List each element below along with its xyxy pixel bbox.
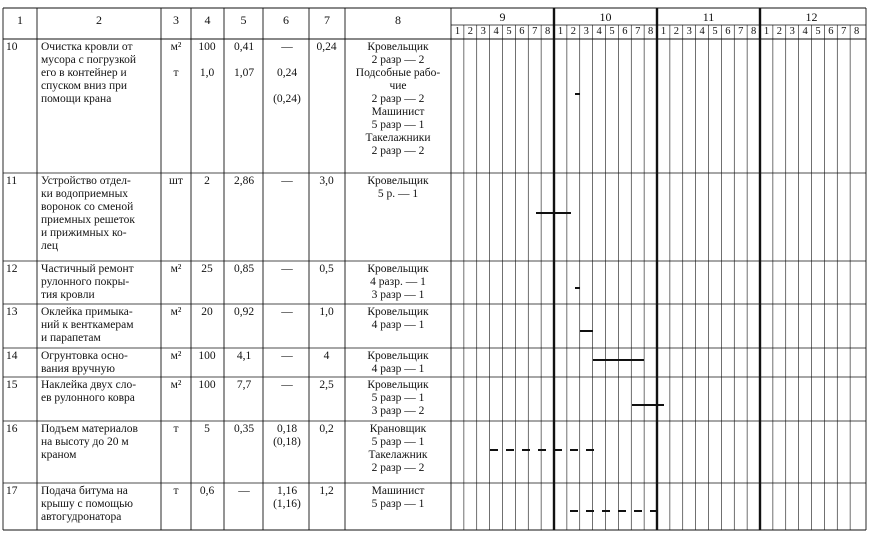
labor-total	[310, 41, 343, 54]
gantt-dash-row-16	[522, 449, 530, 451]
day-header: 12	[805, 11, 818, 24]
row-number: 17	[6, 485, 18, 497]
unit-line: т	[173, 423, 179, 435]
quantity-line	[192, 54, 222, 67]
gantt-dash-row-17	[650, 510, 658, 512]
work-name-line: его в контейнер и	[41, 67, 127, 79]
work-name	[41, 350, 159, 376]
crew-line: 2 разр — 2	[371, 93, 425, 105]
work-name-line: Подача битума на	[41, 485, 128, 497]
crew-line: Крановщик	[369, 423, 427, 435]
row-number: 10	[6, 41, 18, 53]
day-header: 9	[499, 11, 506, 24]
work-name-line: краном	[41, 449, 77, 461]
crew-line: 3 разр — 2	[371, 405, 425, 417]
labor-norm	[226, 175, 262, 188]
gantt-dash-row-16	[570, 449, 578, 451]
work-name-line: вания вручную	[41, 363, 115, 375]
hour-header: 8	[750, 26, 757, 37]
crew-line: Машинист	[371, 106, 425, 118]
quantity-line: 5	[204, 423, 210, 435]
crew	[346, 423, 450, 475]
unit	[162, 350, 190, 363]
labor-total-line: 3,0	[319, 175, 334, 187]
machine-time-line: —	[281, 350, 293, 362]
machine-time	[265, 485, 309, 511]
work-name-line: Устройство отдел-	[41, 175, 131, 187]
gantt-bar-row-14	[593, 359, 644, 361]
work-name-line: тия кровли	[41, 289, 95, 301]
crew-line: Кровельщик	[367, 350, 429, 362]
unit	[162, 306, 190, 319]
machine-time	[265, 423, 309, 449]
crew-line: 2 разр — 2	[371, 462, 425, 474]
labor-total	[310, 263, 343, 276]
labor-norm-line: 0,35	[233, 423, 255, 435]
hour-header: 7	[532, 26, 538, 37]
hour-header: 2	[570, 26, 576, 37]
column-header: 6	[283, 14, 289, 27]
labor-norm	[226, 306, 262, 319]
unit-line: м²	[170, 350, 182, 362]
machine-time	[265, 350, 309, 363]
row-number: 11	[6, 175, 18, 187]
quantity	[192, 350, 222, 363]
column-header: 2	[96, 14, 102, 27]
crew	[346, 350, 450, 376]
crew-line: 5 разр — 1	[371, 119, 425, 131]
labor-norm-line: 7,7	[236, 379, 252, 391]
gantt-dash-row-17	[618, 510, 626, 512]
gantt-bar-row-10	[575, 93, 580, 95]
machine-time-line: (0,24)	[273, 93, 301, 105]
work-name-line: ев рулонного ковра	[41, 392, 135, 404]
machine-time-line	[265, 54, 309, 67]
work-name	[41, 379, 159, 405]
work-name-line: мусора с погрузкой	[41, 54, 137, 66]
labor-total	[310, 306, 343, 319]
crew-line: 4 разр — 1	[371, 363, 425, 375]
crew-line: Подсобные рабо-	[355, 67, 441, 79]
crew	[346, 263, 450, 302]
work-name	[41, 485, 159, 524]
work-name	[41, 263, 159, 302]
hour-header: 5	[815, 26, 821, 37]
hour-header: 4	[699, 26, 705, 37]
labor-norm-line: 0,85	[233, 263, 255, 275]
unit	[162, 379, 190, 392]
hour-header: 1	[454, 26, 461, 37]
hour-header: 1	[763, 26, 770, 37]
work-name-line: Наклейка двух сло-	[41, 379, 137, 391]
row-number: 14	[6, 350, 18, 362]
work-name-line: крышу с помощью	[41, 498, 133, 510]
hour-header: 5	[609, 26, 615, 37]
column-header: 8	[395, 14, 401, 27]
work-name-line: Частичный ремонт	[41, 263, 134, 275]
work-name-line: воронок со сменой	[41, 201, 134, 213]
row-number: 15	[6, 379, 18, 391]
work-name-line: приемных решеток	[41, 214, 135, 226]
work-name-line: Оклейка примыка-	[41, 306, 133, 318]
crew-line: Кровельщик	[367, 306, 429, 318]
gantt-bar-row-12	[575, 287, 580, 289]
column-header: 7	[324, 14, 330, 27]
hour-header: 2	[673, 26, 679, 37]
machine-time-line: —	[281, 41, 293, 53]
quantity-line: 0,6	[199, 485, 215, 497]
labor-norm	[226, 423, 262, 436]
quantity-line: 25	[201, 263, 213, 275]
work-name-line: Очистка кровли от	[41, 41, 133, 53]
quantity	[192, 41, 222, 80]
labor-norm	[226, 350, 262, 363]
work-name-line: лец	[41, 240, 58, 252]
hour-header: 5	[506, 26, 512, 37]
unit-line: м²	[170, 379, 182, 391]
gantt-dash-row-16	[538, 449, 546, 451]
column-header: 1	[17, 14, 23, 27]
crew-line: Такелажники	[365, 132, 431, 144]
crew-line: 5 разр — 1	[371, 498, 425, 510]
unit-line: т	[173, 485, 179, 497]
labor-total-line: 2,5	[319, 379, 334, 391]
labor-total-line: 4	[323, 350, 330, 362]
quantity	[192, 423, 222, 436]
column-header: 4	[204, 14, 211, 27]
work-name-line: и прижимных ко-	[41, 227, 127, 239]
row-number: 16	[6, 423, 18, 435]
work-name-line: ки водоприемных	[41, 188, 129, 200]
hour-header: 7	[635, 26, 641, 37]
hour-header: 1	[660, 26, 667, 37]
gantt-bar-row-13	[580, 330, 593, 332]
machine-time-line: 1,16	[276, 485, 298, 497]
crew-line: 5 разр — 1	[371, 436, 425, 448]
work-name-line: рулонного покры-	[41, 276, 130, 288]
machine-time-line: 0,24	[276, 67, 298, 79]
unit	[162, 423, 190, 436]
crew-line: чие	[389, 80, 407, 92]
labor-total	[310, 175, 343, 188]
labor-total	[310, 350, 343, 363]
unit	[162, 263, 190, 276]
crew	[346, 485, 450, 511]
machine-time-line: 0,18	[276, 423, 298, 435]
work-name-line: спуском вниз при	[41, 80, 128, 92]
gantt-dash-row-17	[634, 510, 642, 512]
crew	[346, 306, 450, 332]
work-name	[41, 306, 159, 345]
hour-header: 6	[622, 26, 628, 37]
crew	[346, 175, 450, 201]
labor-norm	[226, 485, 262, 498]
labor-norm-line: 2,86	[233, 175, 255, 187]
gantt-bar-row-11	[536, 212, 571, 214]
hour-header: 1	[557, 26, 564, 37]
quantity-line: 100	[198, 350, 216, 362]
machine-time-line: —	[281, 379, 293, 391]
gantt-dash-row-16	[506, 449, 514, 451]
quantity-line: 2	[204, 175, 210, 187]
work-name	[41, 423, 159, 462]
labor-norm-line: —	[238, 485, 250, 497]
hour-header: 8	[853, 26, 860, 37]
work-name-line: автогудронатора	[41, 511, 122, 523]
hour-header: 6	[828, 26, 834, 37]
hour-header: 5	[712, 26, 718, 37]
quantity	[192, 175, 222, 188]
gantt-dash-row-17	[586, 510, 594, 512]
labor-total-line: 1,2	[319, 485, 334, 497]
quantity-line: 100	[198, 379, 216, 391]
labor-norm-line: 0,41	[233, 41, 255, 53]
hour-header: 3	[789, 26, 795, 37]
crew-line: Кровельщик	[367, 175, 429, 187]
crew-line: Такелажник	[368, 449, 428, 461]
crew-line: 2 разр — 2	[371, 145, 425, 157]
crew-line: 3 разр — 1	[371, 289, 425, 301]
day-header: 10	[599, 11, 612, 24]
hour-header: 6	[519, 26, 525, 37]
gantt-dash-row-17	[570, 510, 578, 512]
labor-norm-line	[226, 54, 262, 67]
labor-norm	[226, 263, 262, 276]
machine-time-line: (0,18)	[273, 436, 301, 448]
crew-line: Машинист	[371, 485, 425, 497]
hour-header: 7	[841, 26, 847, 37]
machine-time	[265, 263, 309, 276]
hour-header: 4	[802, 26, 808, 37]
unit	[162, 485, 190, 498]
machine-time-line: (1,16)	[273, 498, 301, 510]
machine-time	[265, 306, 309, 319]
crew	[346, 41, 450, 158]
crew-line: 2 разр — 2	[371, 54, 425, 66]
machine-time-line: —	[281, 263, 293, 275]
crew-line: Кровельщик	[367, 41, 429, 53]
work-name-line: помощи крана	[41, 93, 112, 105]
row-number: 13	[6, 306, 18, 318]
machine-time	[265, 379, 309, 392]
machine-time-line	[265, 80, 309, 93]
crew-line: 4 разр. — 1	[370, 276, 426, 288]
work-name-line: и парапетам	[41, 332, 101, 344]
work-name-line: ний к венткамерам	[41, 319, 134, 331]
hour-header: 8	[647, 26, 654, 37]
hour-header: 8	[544, 26, 551, 37]
labor-norm	[226, 379, 262, 392]
labor-norm-line: 1,07	[233, 67, 255, 79]
gantt-dash-row-17	[602, 510, 610, 512]
crew	[346, 379, 450, 418]
crew-line: Кровельщик	[367, 263, 429, 275]
hour-header: 2	[776, 26, 782, 37]
labor-total-line: 1,0	[319, 306, 334, 318]
labor-total	[310, 485, 343, 498]
quantity-line: 100	[198, 41, 216, 53]
labor-total-line: 0,5	[319, 263, 334, 275]
machine-time-line: —	[281, 175, 293, 187]
quantity	[192, 485, 222, 498]
labor-total	[310, 423, 343, 436]
quantity	[192, 379, 222, 392]
unit	[162, 41, 190, 80]
machine-time	[265, 175, 309, 188]
gantt-bar-row-15	[632, 404, 664, 406]
unit	[162, 175, 190, 188]
labor-total-line: 0,2	[319, 423, 334, 435]
row-number: 12	[6, 263, 18, 275]
quantity	[192, 263, 222, 276]
labor-norm	[226, 41, 262, 80]
labor-total	[310, 379, 343, 392]
hour-header: 3	[686, 26, 692, 37]
unit-line	[162, 54, 190, 67]
unit-line: м²	[170, 41, 182, 53]
crew-line: 5 разр — 1	[371, 392, 425, 404]
hour-header: 3	[480, 26, 486, 37]
crew-line: 4 разр — 1	[371, 319, 425, 331]
day-header: 11	[702, 11, 715, 24]
gantt-dash-row-16	[490, 449, 498, 451]
crew-line: 5 р. — 1	[377, 188, 419, 200]
labor-norm-line: 4,1	[236, 350, 252, 362]
work-name	[41, 41, 159, 106]
unit-line: м²	[170, 263, 182, 275]
unit-line: т	[173, 67, 179, 79]
labor-norm-line: 0,92	[233, 306, 255, 318]
machine-time	[265, 41, 309, 106]
work-name-line: на высоту до 20 м	[41, 436, 129, 448]
machine-time-line: —	[281, 306, 293, 318]
crew-line: Кровельщик	[367, 379, 429, 391]
labor-total-line: 0,24	[316, 41, 337, 53]
hour-header: 4	[493, 26, 499, 37]
column-header: 3	[173, 14, 179, 27]
gantt-dash-row-16	[554, 449, 562, 451]
work-name-line: Огрунтовка осно-	[41, 350, 128, 362]
work-name-line: Подъем материалов	[41, 423, 138, 435]
work-name	[41, 175, 159, 253]
quantity	[192, 306, 222, 319]
gantt-dash-row-16	[586, 449, 594, 451]
column-header: 5	[240, 14, 247, 27]
quantity-line: 20	[201, 306, 213, 318]
hour-header: 2	[467, 26, 473, 37]
unit-line: м²	[170, 306, 182, 318]
hour-header: 3	[583, 26, 589, 37]
hour-header: 7	[738, 26, 744, 37]
hour-header: 6	[725, 26, 731, 37]
quantity-line: 1,0	[199, 67, 215, 79]
unit-line: шт	[169, 175, 183, 187]
hour-header: 4	[596, 26, 602, 37]
